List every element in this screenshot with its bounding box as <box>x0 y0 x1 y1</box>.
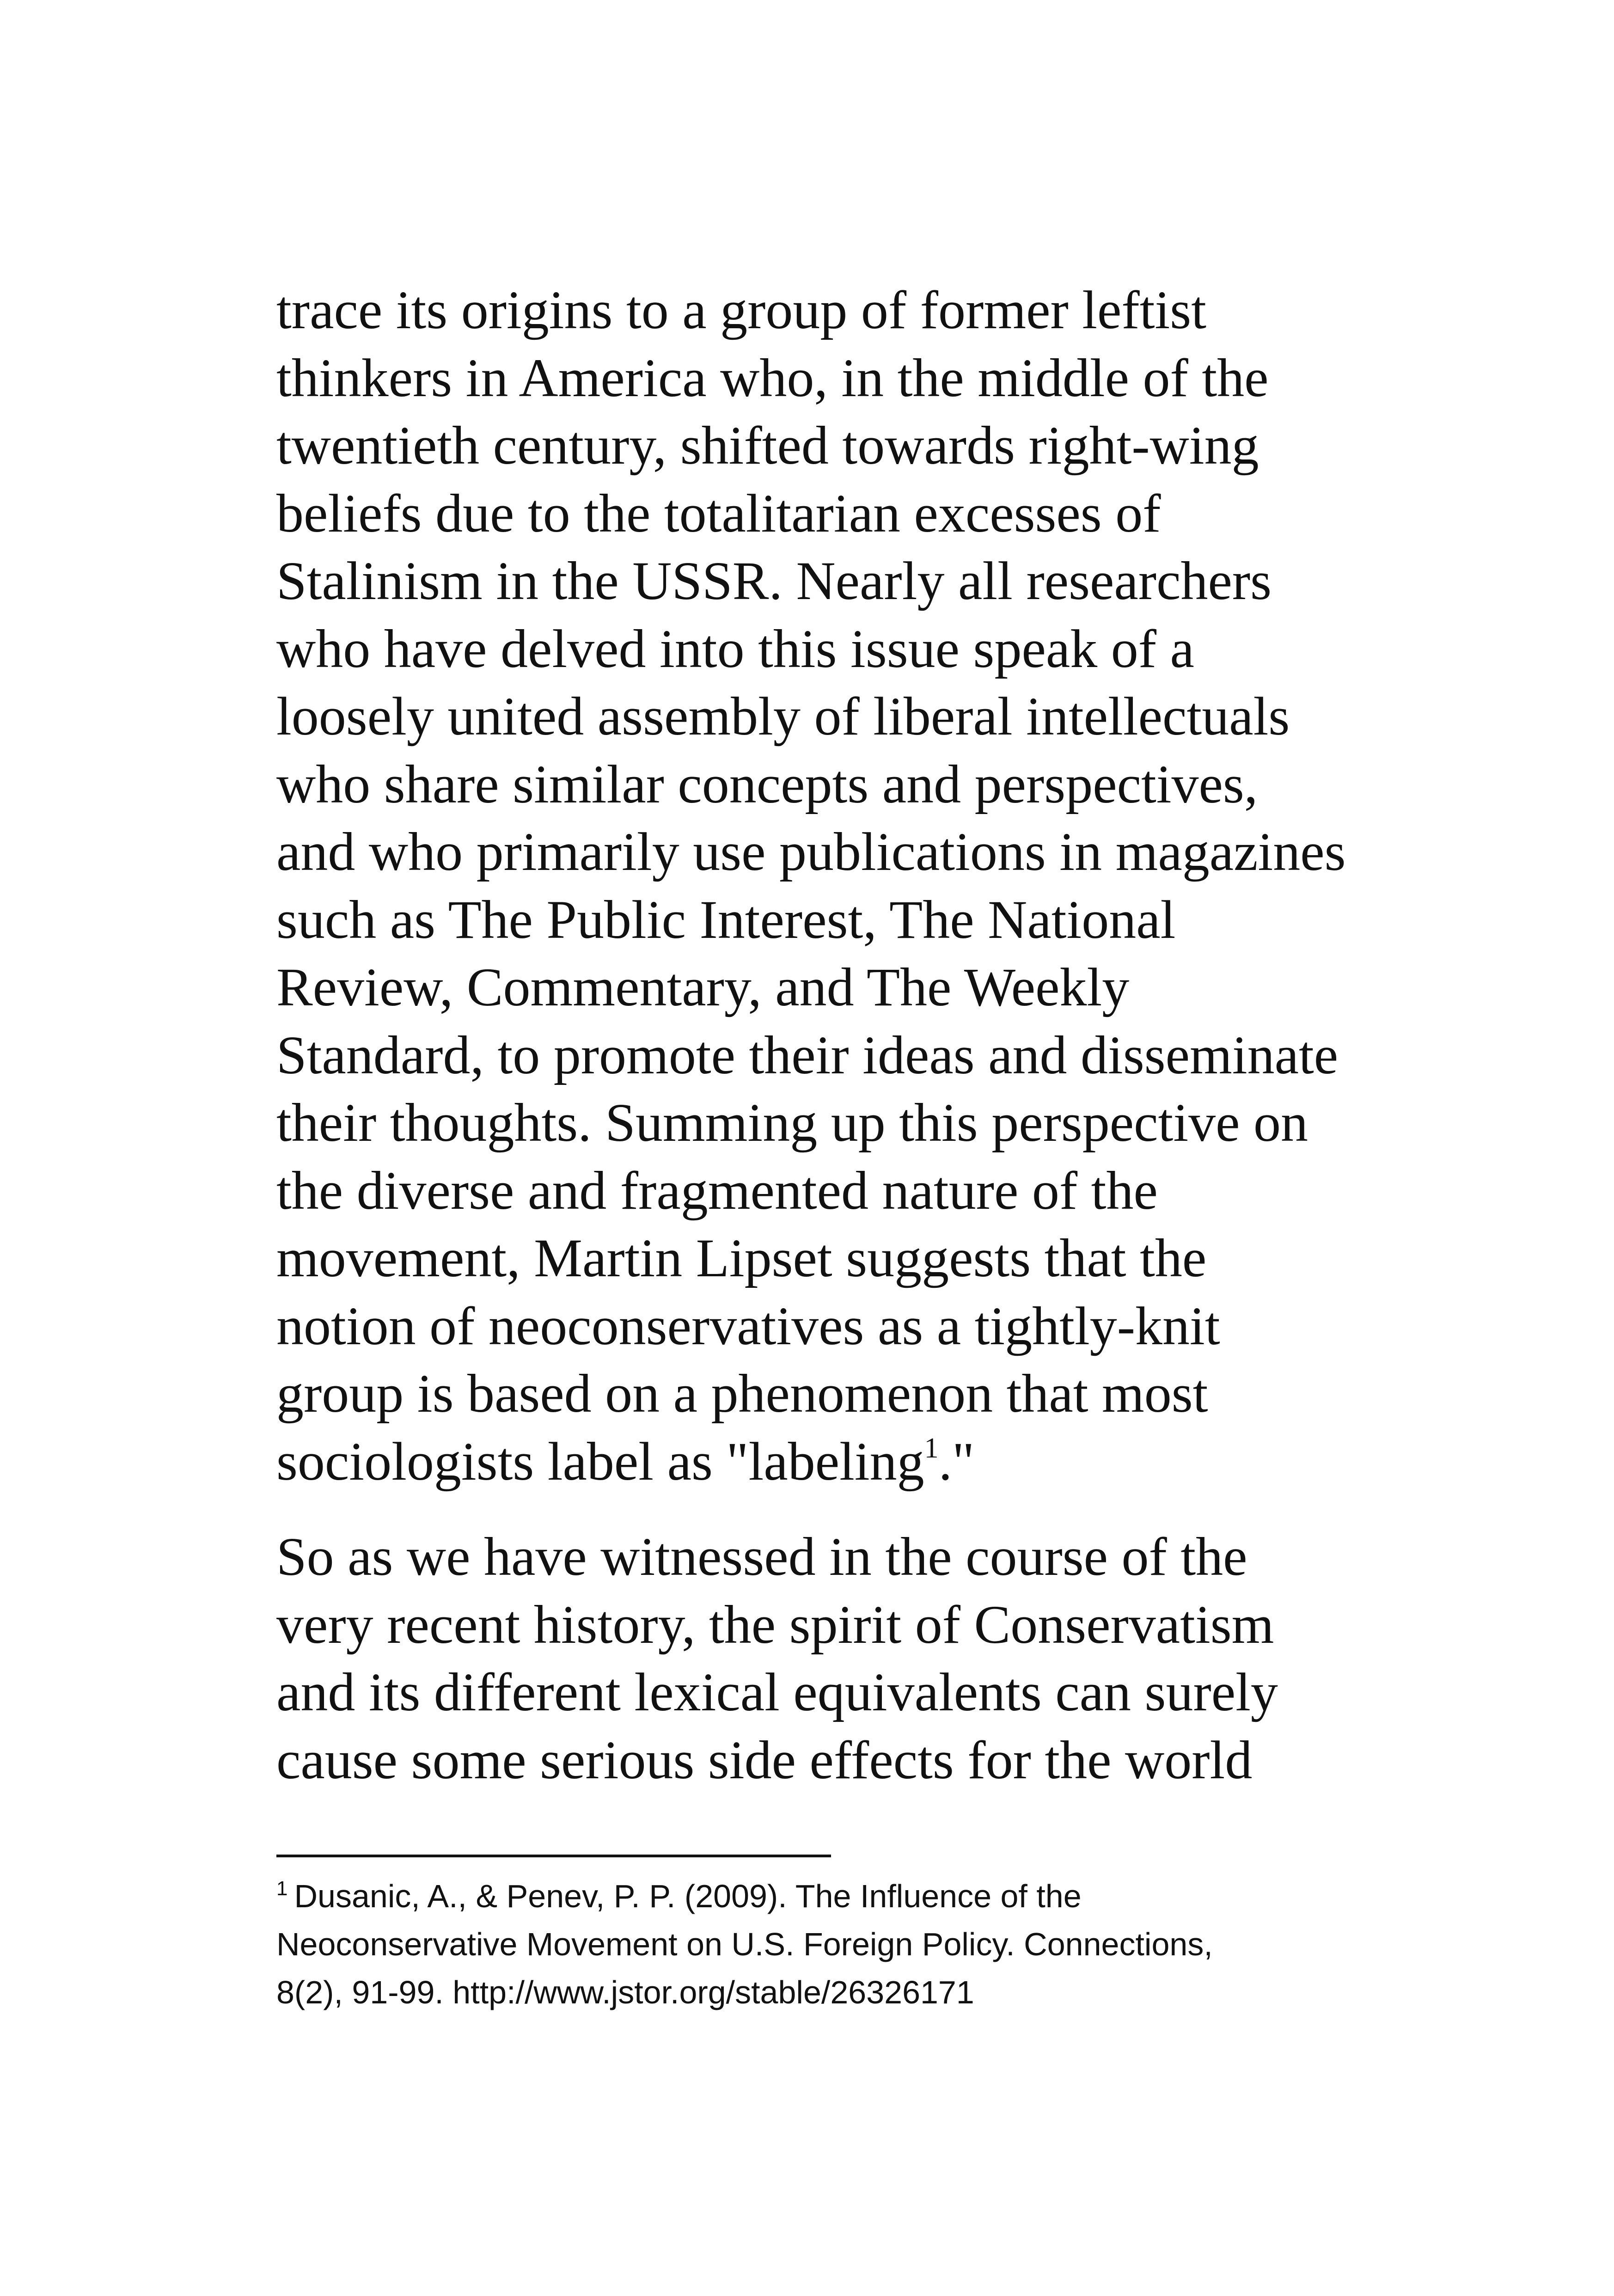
text-fragment: ." <box>938 1431 975 1492</box>
text-line: group is based on a phenomenon that most <box>276 1363 1208 1424</box>
text-line: and who primarily use publications in magazines <box>276 821 1346 882</box>
footnote-mark: 1 <box>276 1877 288 1900</box>
text-line: trace its origins to a group of former leftist <box>276 280 1206 340</box>
paragraph-spacing <box>276 1495 1353 1523</box>
text-line: the diverse and fragmented nature of the <box>276 1160 1158 1221</box>
text-fragment: sociologists label as "labeling <box>276 1431 924 1492</box>
text-line: beliefs due to the totalitarian excesses of <box>276 483 1161 544</box>
text-line: Review, Commentary, and The Weekly <box>276 957 1130 1017</box>
text-line: notion of neoconservatives as a tightly-knit <box>276 1295 1220 1356</box>
body-text <box>276 276 1353 1794</box>
footnote-text: Dusanic, A., & Penev, P. P. (2009). The Influence of the <box>294 1878 1082 1914</box>
footnote-line <box>276 1872 1386 1920</box>
text-line: who share similar concepts and perspectives, <box>276 753 1258 814</box>
text-line: cause some serious side effects for the world <box>276 1729 1253 1790</box>
text-line: Stalinism in the USSR. Nearly all researchers <box>276 551 1272 611</box>
text-line: thinkers in America who, in the middle of the <box>276 347 1269 408</box>
text-line: Standard, to promote their ideas and disseminate <box>276 1024 1339 1085</box>
text-line: who have delved into this issue speak of a <box>276 618 1194 679</box>
text-line: such as The Public Interest, The National <box>276 889 1176 950</box>
paragraph-2 <box>276 1523 1353 1794</box>
text-line: and its different lexical equivalents can surely <box>276 1662 1278 1722</box>
footnote-line: Neoconservative Movement on U.S. Foreign Policy. Connections, <box>276 1926 1213 1962</box>
footnote <box>276 1872 1386 2016</box>
text-line: So as we have witnessed in the course of the <box>276 1526 1247 1587</box>
footnote-separator <box>276 1855 831 1857</box>
text-line: very recent history, the spirit of Conservatism <box>276 1594 1274 1655</box>
text-line: their thoughts. Summing up this perspective on <box>276 1092 1308 1153</box>
text-line: loosely united assembly of liberal intellectuals <box>276 686 1290 747</box>
text-line-with-footnote-ref <box>276 1428 1353 1496</box>
footnote-reference[interactable]: 1 <box>924 1432 939 1464</box>
paragraph-1 <box>276 276 1353 1495</box>
footnote-line: 8(2), 91-99. http://www.jstor.org/stable/26326171 <box>276 1974 974 2010</box>
text-line: movement, Martin Lipset suggests that the <box>276 1228 1207 1288</box>
text-line: twentieth century, shifted towards right-wing <box>276 415 1259 476</box>
